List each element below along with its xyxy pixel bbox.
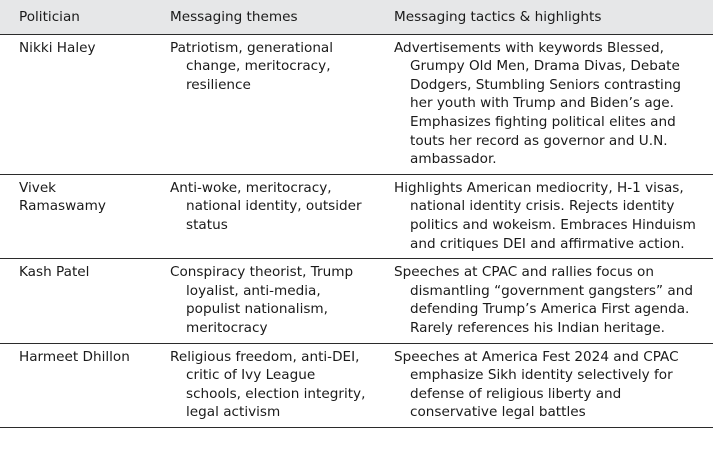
cell-themes: [151, 259, 375, 343]
header-messaging-tactics: Messaging tactics & highlights: [394, 9, 602, 25]
themes-text: Religious freedom, anti-DEI, critic of Ivy League schools, election integrity, legal activism: [170, 348, 366, 421]
themes-text: Anti-woke, meritocracy, national identity, outsider status: [170, 179, 362, 233]
cell-politician: Harmeet Dhillon: [19, 348, 130, 365]
themes-text: Patriotism, generational change, meritocracy, resilience: [170, 39, 334, 93]
table-header: [0, 0, 713, 34]
cell-themes: [151, 34, 375, 174]
table-body: [0, 34, 713, 427]
cell-tactics: [375, 259, 713, 343]
table-row: [0, 174, 713, 258]
header-politician: Politician: [19, 9, 80, 25]
table-row: [0, 34, 713, 174]
table-row: [0, 259, 713, 343]
cell-tactics: [375, 343, 713, 427]
tactics-text: Speeches at America Fest 2024 and CPAC emphasize Sikh identity selectively for defense of religious liberty and conservative legal battles: [394, 348, 679, 421]
cell-themes: [151, 343, 375, 427]
table-row: [0, 343, 713, 427]
cell-tactics: [375, 174, 713, 258]
tactics-text: Highlights American mediocrity, H-1 visas, national identity crisis. Rejects identity politics and wokeism. Embraces Hinduism and critiques DEI and affirmative action.: [394, 179, 696, 252]
header-messaging-themes: Messaging themes: [170, 9, 298, 25]
cell-themes: [151, 174, 375, 258]
cell-politician: Kash Patel: [19, 264, 90, 281]
tactics-text: Advertisements with keywords Blessed, Grumpy Old Men, Drama Divas, Debate Dodgers, Stumbling Seniors contrasting her youth with Trump and Biden’s age. Emphasizes fighting political elites and touts her record as governor and U.N. ambassador.: [394, 39, 682, 168]
cell-politician: Nikki Haley: [19, 39, 96, 56]
header-row: [0, 0, 713, 34]
tactics-text: Speeches at CPAC and rallies focus on dismantling “government gangsters” and defending Trump’s America First agenda. Rarely references his Indian heritage.: [394, 264, 693, 336]
themes-text: Conspiracy theorist, Trump loyalist, anti-media, populist nationalism, meritocracy: [170, 264, 354, 336]
cell-tactics: [375, 34, 713, 174]
cell-politician: Vivek Ramaswamy: [19, 179, 106, 215]
